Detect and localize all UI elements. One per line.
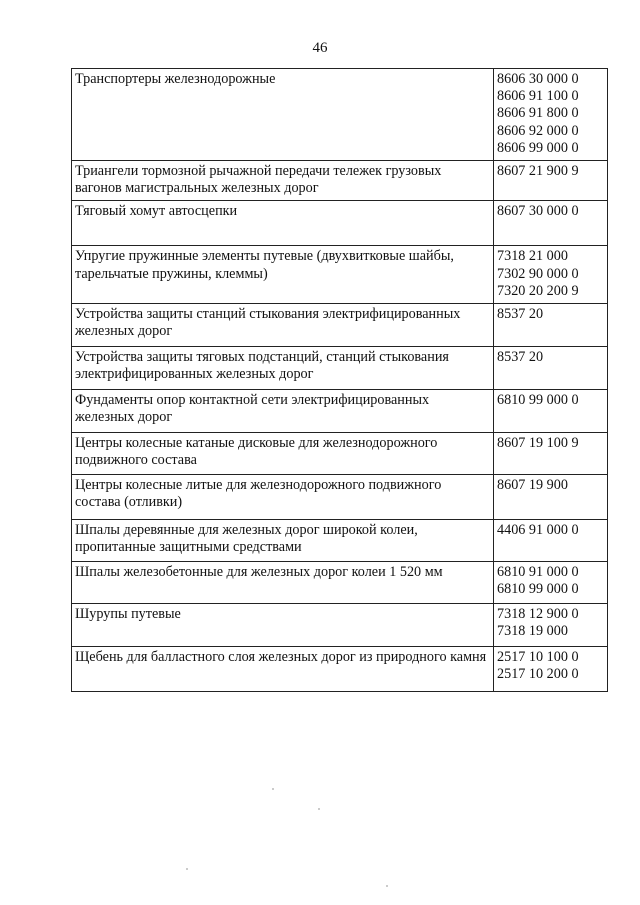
product-name: Шурупы путевые <box>75 606 181 623</box>
product-name: Устройства защиты станций стыкования электрифицированных железных дорог <box>75 306 461 340</box>
hs-code: 7318 19 000 <box>497 623 568 640</box>
product-name: Тяговый хомут автосцепки <box>75 203 238 220</box>
hs-code: 7318 12 900 0 <box>497 606 579 623</box>
hs-code: 8606 92 000 0 <box>497 122 579 139</box>
product-name-cell <box>72 647 494 692</box>
table-row <box>72 304 608 347</box>
product-name-cell <box>72 304 494 347</box>
product-name: Транспортеры железнодорожные <box>75 71 276 87</box>
product-name: Центры колесные катаные дисковые для железнодорожного подвижного состава <box>75 435 438 469</box>
table-row <box>72 246 608 304</box>
product-name: Фундаменты опор контактной сети электрифицированных железных дорог <box>75 392 430 426</box>
hs-code: 8607 21 900 9 <box>497 163 579 180</box>
hs-code: 8606 91 800 0 <box>497 105 579 122</box>
hs-code: 6810 99 000 0 <box>497 392 579 409</box>
hs-code-cell <box>494 201 608 246</box>
product-name: Упругие пружинные элементы путевые (двухвитковые шайбы, тарельчатые пружины, клеммы) <box>75 248 454 282</box>
table-row <box>72 647 608 692</box>
scan-speck <box>386 885 388 887</box>
hs-code: 7318 21 000 <box>497 248 568 265</box>
table-row <box>72 562 608 604</box>
product-name: Шпалы деревянные для железных дорог широкой колеи, пропитанные защитными средствами <box>75 522 418 556</box>
hs-code: 2517 10 200 0 <box>497 666 579 683</box>
hs-code: 6810 91 000 0 <box>497 564 579 581</box>
product-name-cell <box>72 161 494 201</box>
product-name: Щебень для балластного слоя железных дорог из природного камня <box>75 649 487 666</box>
scan-speck <box>186 868 188 870</box>
hs-code-cell <box>494 246 608 304</box>
product-name-cell <box>72 201 494 246</box>
hs-code: 7320 20 200 9 <box>497 282 579 299</box>
hs-code-cell <box>494 604 608 647</box>
hs-code-cell <box>494 520 608 562</box>
hs-code: 8607 19 100 9 <box>497 435 579 452</box>
product-name-cell <box>72 390 494 433</box>
product-name: Шпалы железобетонные для железных дорог колеи 1 520 мм <box>75 564 443 581</box>
table-row <box>72 475 608 520</box>
table-row <box>72 520 608 562</box>
product-name-cell <box>72 604 494 647</box>
product-name-cell <box>72 246 494 304</box>
hs-code-cell <box>494 433 608 475</box>
hs-code: 8606 99 000 0 <box>497 139 579 156</box>
hs-code-cell <box>494 647 608 692</box>
product-name-cell <box>72 562 494 604</box>
hs-code: 8606 30 000 0 <box>497 71 579 87</box>
hs-code: 6810 99 000 0 <box>497 581 579 598</box>
table-row <box>72 161 608 201</box>
table-row <box>72 604 608 647</box>
product-name-cell <box>72 347 494 390</box>
product-name-cell <box>72 520 494 562</box>
hs-code-cell <box>494 304 608 347</box>
product-name-cell <box>72 475 494 520</box>
hs-code: 4406 91 000 0 <box>497 522 579 539</box>
goods-table <box>71 68 608 692</box>
product-name-cell <box>72 433 494 475</box>
hs-code-cell <box>494 161 608 201</box>
table-row <box>72 390 608 433</box>
product-name-cell <box>72 69 494 161</box>
hs-code: 8537 20 <box>497 349 544 366</box>
hs-code-cell <box>494 390 608 433</box>
scan-speck <box>318 808 320 810</box>
hs-code-cell <box>494 475 608 520</box>
table-row <box>72 433 608 475</box>
hs-code: 8537 20 <box>497 306 544 323</box>
table-row <box>72 201 608 246</box>
page-number: 46 <box>312 40 328 56</box>
product-name: Центры колесные литые для железнодорожного подвижного состава (отливки) <box>75 477 442 511</box>
table-row <box>72 347 608 390</box>
hs-code-cell <box>494 347 608 390</box>
hs-code: 8606 91 100 0 <box>497 88 579 105</box>
table-row <box>72 69 608 161</box>
product-name: Триангели тормозной рычажной передачи тележек грузовых вагонов магистральных железных дорог <box>75 163 442 197</box>
product-name: Устройства защиты тяговых подстанций, станций стыкования электрифицированных железных дорог <box>75 349 449 383</box>
hs-code: 8607 19 900 <box>497 477 568 494</box>
hs-code-cell <box>494 562 608 604</box>
hs-code: 8607 30 000 0 <box>497 203 579 220</box>
scan-speck <box>272 788 274 790</box>
hs-code: 7302 90 000 0 <box>497 265 579 282</box>
hs-code: 2517 10 100 0 <box>497 649 579 666</box>
hs-code-cell <box>494 69 608 161</box>
